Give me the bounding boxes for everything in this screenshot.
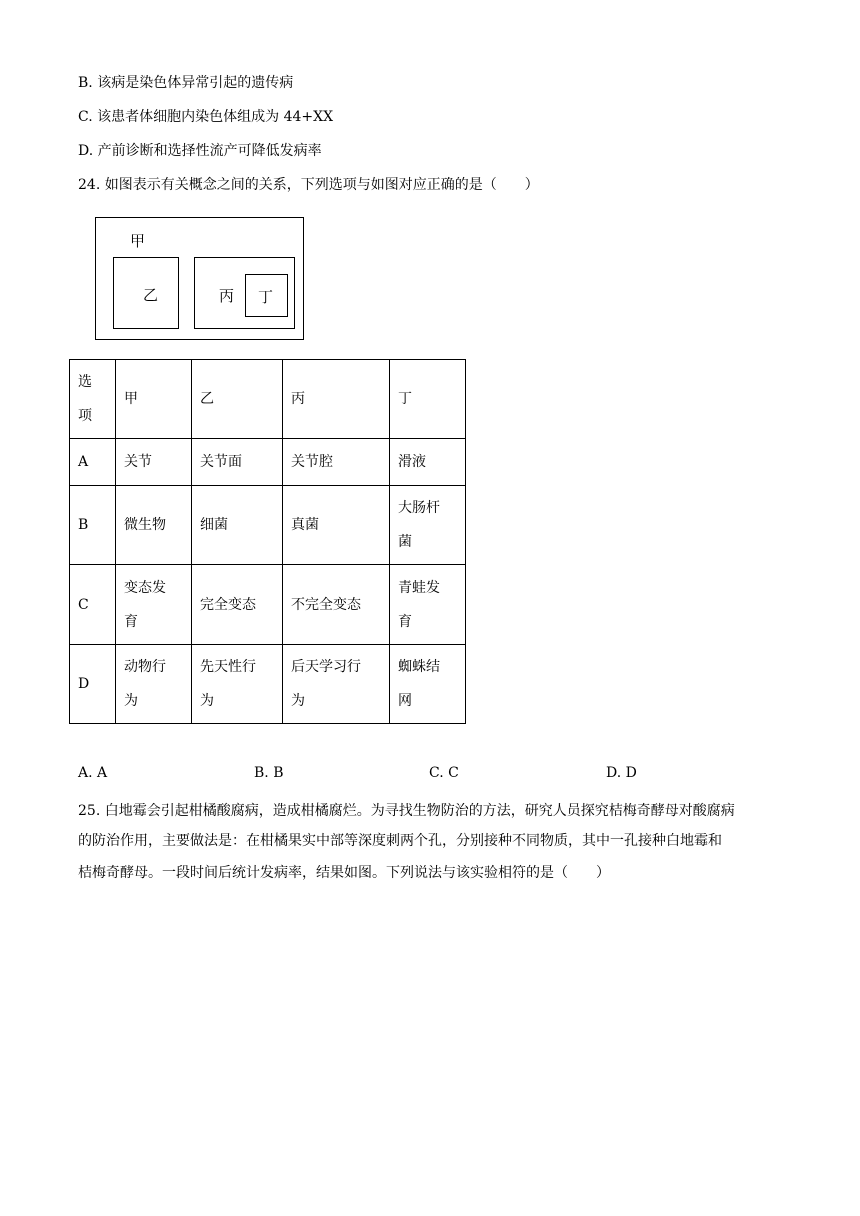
table-row — [70, 645, 466, 724]
table-cell: 后天学习行 为 — [283, 645, 390, 724]
table-header-cell: 丁 — [390, 360, 466, 439]
table-cell: 青蛙发 育 — [390, 565, 466, 645]
table-header-row — [70, 360, 466, 439]
table-cell: 微生物 — [116, 486, 192, 565]
answer-c[interactable]: C. C — [429, 765, 459, 781]
table-cell: D — [70, 645, 116, 724]
table-cell: 完全变态 — [192, 565, 283, 645]
answer-b[interactable]: B. B — [254, 765, 284, 781]
diagram-label-jia: 甲 — [130, 232, 146, 250]
table-row — [70, 486, 466, 565]
diagram-label-bing: 丙 — [219, 287, 235, 305]
table-cell: A — [70, 439, 116, 486]
diagram-box-bing — [194, 257, 295, 329]
table-cell: C — [70, 565, 116, 645]
table-cell: 不完全变态 — [283, 565, 390, 645]
table-header-cell: 选 项 — [70, 360, 116, 439]
table-cell: B — [70, 486, 116, 565]
option-c-text: C. 该患者体细胞内染色体组成为 44+XX — [78, 109, 334, 125]
question-25-line-3: 桔梅奇酵母。一段时间后统计发病率，结果如图。下列说法与该实验相符的是（ ） — [78, 865, 610, 881]
diagram-label-yi: 乙 — [143, 286, 159, 304]
answer-d[interactable]: D. D — [606, 765, 637, 781]
question-25-line-2: 的防治作用，主要做法是：在柑橘果实中部等深度刺两个孔，分别接种不同物质，其中一孔接种白地霉和 — [78, 833, 722, 849]
option-b-text: B. 该病是染色体异常引起的遗传病 — [78, 75, 294, 91]
table-header-cell: 甲 — [116, 360, 192, 439]
table-cell: 关节面 — [192, 439, 283, 486]
table-cell: 变态发 育 — [116, 565, 192, 645]
concept-diagram — [95, 217, 304, 340]
answer-choices — [78, 765, 778, 785]
table-header-cell: 丙 — [283, 360, 390, 439]
answer-a[interactable]: A. A — [78, 765, 108, 781]
table-cell: 关节 — [116, 439, 192, 486]
table-cell: 大肠杆 菌 — [390, 486, 466, 565]
table-header-cell: 乙 — [192, 360, 283, 439]
diagram-box-ding — [245, 274, 288, 317]
option-d-text: D. 产前诊断和选择性流产可降低发病率 — [78, 143, 322, 159]
table-cell: 细菌 — [192, 486, 283, 565]
table-cell: 滑液 — [390, 439, 466, 486]
table-cell: 先天性行 为 — [192, 645, 283, 724]
question-25-line-1: 25. 白地霉会引起柑橘酸腐病，造成柑橘腐烂。为寻找生物防治的方法，研究人员探究桔梅奇酵母对酸腐病 — [78, 803, 735, 819]
diagram-label-ding: 丁 — [258, 288, 274, 306]
question-24-stem: 24. 如图表示有关概念之间的关系，下列选项与如图对应正确的是（ ） — [78, 177, 539, 193]
options-table — [69, 359, 466, 724]
table-row — [70, 439, 466, 486]
table-row — [70, 565, 466, 645]
table-cell: 动物行 为 — [116, 645, 192, 724]
table-cell: 蜘蛛结 网 — [390, 645, 466, 724]
diagram-box-yi — [113, 257, 179, 329]
table-cell: 关节腔 — [283, 439, 390, 486]
table-cell: 真菌 — [283, 486, 390, 565]
